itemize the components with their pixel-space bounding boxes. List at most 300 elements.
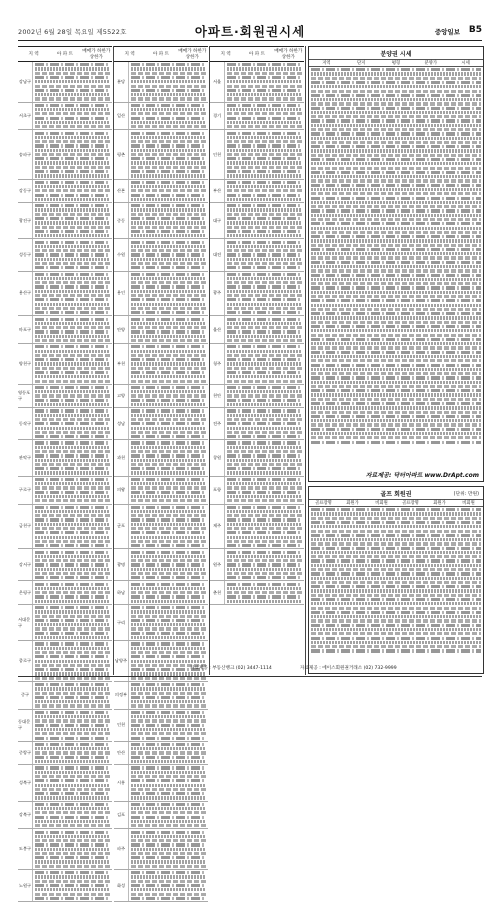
table-row xyxy=(131,136,206,139)
table-row xyxy=(311,77,481,80)
table-row xyxy=(131,583,206,586)
table-row xyxy=(131,298,206,301)
table-row xyxy=(131,559,206,562)
table-row xyxy=(35,518,110,521)
table-row xyxy=(131,117,206,120)
table-row xyxy=(35,852,110,855)
table-row xyxy=(35,399,110,402)
table-row xyxy=(227,380,302,383)
table-row xyxy=(227,144,302,147)
table-row xyxy=(227,221,302,224)
table-row xyxy=(311,577,481,580)
table-row xyxy=(35,318,110,321)
table-row xyxy=(227,371,302,374)
table-row xyxy=(131,756,206,759)
table-row xyxy=(131,807,206,810)
table-row xyxy=(311,436,481,439)
table-row xyxy=(131,655,206,658)
table-row xyxy=(35,865,110,868)
table-row xyxy=(227,527,302,530)
table-row xyxy=(131,563,206,566)
table-row xyxy=(311,637,481,640)
table-row xyxy=(131,189,206,192)
table-row xyxy=(131,403,206,406)
table-row xyxy=(35,595,110,598)
table-row xyxy=(35,441,110,444)
table-row xyxy=(227,311,302,314)
table-row xyxy=(227,418,302,421)
region-label: 용인 xyxy=(114,272,129,316)
region-group xyxy=(210,203,304,239)
table-row xyxy=(227,258,302,261)
table-row xyxy=(227,273,302,276)
footer-source-left: 자료제공 : 부동산뱅크 (02) 3447-1114 xyxy=(190,666,272,671)
table-row xyxy=(131,540,206,543)
table-row xyxy=(35,482,110,485)
table-row xyxy=(227,422,302,425)
table-row xyxy=(311,419,481,422)
table-row xyxy=(131,422,206,425)
presale-price-box xyxy=(308,46,484,482)
table-row xyxy=(311,132,481,135)
table-row xyxy=(311,512,481,515)
region-group xyxy=(18,829,112,870)
table-row xyxy=(131,431,206,434)
table-row xyxy=(131,478,206,481)
table-row xyxy=(131,482,206,485)
table-row xyxy=(311,632,481,635)
table-row xyxy=(35,339,110,342)
region-label: 종로구 xyxy=(18,641,33,681)
table-row xyxy=(131,418,206,421)
table-row xyxy=(311,312,481,315)
table-row xyxy=(227,326,302,329)
region-group xyxy=(210,505,304,550)
table-row xyxy=(227,600,302,603)
table-row xyxy=(227,399,302,402)
table-row xyxy=(35,875,110,878)
table-row xyxy=(131,897,206,900)
region-group xyxy=(114,870,208,902)
table-row xyxy=(227,471,302,474)
table-row xyxy=(35,362,110,365)
table-row xyxy=(35,140,110,143)
table-row xyxy=(131,835,206,838)
table-row xyxy=(131,737,206,740)
table-row xyxy=(227,85,302,88)
table-row xyxy=(131,245,206,248)
table-row xyxy=(131,311,206,314)
table-row xyxy=(131,719,206,722)
page-number: B5 xyxy=(468,25,482,35)
table-row xyxy=(227,486,302,489)
table-row xyxy=(35,583,110,586)
table-row xyxy=(311,346,481,349)
region-group xyxy=(114,239,208,271)
table-row xyxy=(311,521,481,524)
table-row xyxy=(311,525,481,528)
table-row xyxy=(311,589,481,592)
table-row xyxy=(227,587,302,590)
table-row xyxy=(35,478,110,481)
table-row xyxy=(35,63,110,66)
table-row xyxy=(35,491,110,494)
table-row xyxy=(35,751,110,754)
table-row xyxy=(311,179,481,182)
table-row xyxy=(35,213,110,216)
table-row xyxy=(131,632,206,635)
table-row xyxy=(227,536,302,539)
table-row xyxy=(311,222,481,225)
table-row xyxy=(131,380,206,383)
table-row xyxy=(227,194,302,197)
region-label: 하남 xyxy=(114,581,129,604)
table-row xyxy=(311,441,481,444)
region-group xyxy=(18,103,112,131)
table-row xyxy=(131,486,206,489)
table-row xyxy=(35,728,110,731)
region-group xyxy=(18,742,112,766)
table-row xyxy=(131,157,206,160)
table-row xyxy=(35,117,110,120)
table-row xyxy=(311,542,481,545)
table-row xyxy=(311,376,481,379)
table-row xyxy=(227,204,302,207)
table-row xyxy=(35,166,110,169)
table-row xyxy=(35,427,110,430)
region-group xyxy=(114,802,208,830)
table-row xyxy=(131,335,206,338)
table-row xyxy=(35,125,110,128)
table-row xyxy=(35,544,110,547)
table-row xyxy=(131,591,206,594)
region-group xyxy=(114,605,208,641)
region-label: 강동구 xyxy=(18,180,33,203)
table-row xyxy=(311,385,481,388)
table-row xyxy=(35,108,110,111)
table-row xyxy=(35,221,110,224)
table-row xyxy=(311,359,481,362)
table-row xyxy=(131,824,206,827)
table-row xyxy=(227,491,302,494)
region-group xyxy=(114,344,208,385)
region-label: 구리 xyxy=(114,605,129,640)
table-row xyxy=(227,249,302,252)
table-row xyxy=(227,345,302,348)
table-row xyxy=(227,170,302,173)
table-row xyxy=(35,760,110,763)
table-row xyxy=(131,852,206,855)
table-row xyxy=(227,281,302,284)
region-label: 춘천 xyxy=(210,581,225,604)
table-row xyxy=(131,262,206,265)
table-row xyxy=(35,636,110,639)
table-row xyxy=(35,144,110,147)
table-row xyxy=(35,266,110,269)
table-row xyxy=(131,174,206,177)
table-row xyxy=(35,322,110,325)
table-row xyxy=(131,198,206,201)
table-row xyxy=(131,354,206,357)
table-row xyxy=(131,358,206,361)
table-row xyxy=(131,241,206,244)
table-row xyxy=(311,334,481,337)
table-row xyxy=(227,226,302,229)
region-group xyxy=(210,408,304,440)
table-row xyxy=(131,112,206,115)
table-row xyxy=(131,435,206,438)
region-group xyxy=(210,180,304,204)
table-row xyxy=(311,94,481,97)
region-label: 수원 xyxy=(114,239,129,270)
region-group xyxy=(210,581,304,605)
table-row xyxy=(131,213,206,216)
table-row xyxy=(35,719,110,722)
region-label: 산본 xyxy=(114,180,129,203)
table-row xyxy=(311,308,481,311)
region-label: 영등포구 xyxy=(18,385,33,408)
table-row xyxy=(227,568,302,571)
table-row xyxy=(311,111,481,114)
table-row xyxy=(227,514,302,517)
listing-column-1 xyxy=(18,46,112,888)
table-row xyxy=(311,538,481,541)
page-title: 아파트·회원권시세 xyxy=(194,24,306,39)
table-row xyxy=(131,281,206,284)
table-row xyxy=(131,93,206,96)
table-row xyxy=(311,175,481,178)
table-row xyxy=(227,241,302,244)
table-row xyxy=(35,523,110,526)
region-group xyxy=(18,239,112,271)
table-row xyxy=(35,572,110,575)
table-row xyxy=(35,181,110,184)
table-row xyxy=(131,888,206,891)
table-row xyxy=(35,683,110,686)
table-row xyxy=(131,161,206,164)
region-group xyxy=(18,505,112,550)
table-row xyxy=(131,514,206,517)
table-row xyxy=(131,687,206,690)
table-row xyxy=(227,467,302,470)
table-row xyxy=(311,197,481,200)
region-label: 시흥 xyxy=(114,765,129,800)
table-row xyxy=(227,253,302,256)
region-group xyxy=(114,130,208,179)
table-row xyxy=(131,642,206,645)
table-row xyxy=(131,555,206,558)
table-row xyxy=(35,136,110,139)
column-header: 지 역 아 파 트 매매가 하한가 상한가 xyxy=(114,46,208,62)
table-row xyxy=(35,587,110,590)
table-row xyxy=(311,252,481,255)
region-label: 부산 xyxy=(210,180,225,203)
table-row xyxy=(311,649,481,652)
region-group xyxy=(18,440,112,476)
table-row xyxy=(131,775,206,778)
table-row xyxy=(131,788,206,791)
region-label: 인천 xyxy=(210,130,225,178)
table-row xyxy=(311,321,481,324)
table-row xyxy=(227,551,302,554)
table-row xyxy=(35,174,110,177)
table-row xyxy=(227,435,302,438)
table-row xyxy=(35,76,110,79)
table-row xyxy=(35,459,110,462)
table-row xyxy=(227,93,302,96)
region-label: 동대문구 xyxy=(18,710,33,741)
region-group xyxy=(210,316,304,344)
table-row xyxy=(227,153,302,156)
table-row xyxy=(35,170,110,173)
table-row xyxy=(131,704,206,707)
table-row xyxy=(311,594,481,597)
region-label: 파주 xyxy=(114,829,129,869)
table-row xyxy=(311,137,481,140)
table-row xyxy=(131,848,206,851)
table-row xyxy=(35,660,110,663)
region-group xyxy=(18,802,112,830)
region-group xyxy=(114,549,208,581)
table-row xyxy=(311,368,481,371)
region-label: 군포 xyxy=(114,505,129,549)
region-group xyxy=(18,477,112,505)
region-label: 인천 xyxy=(114,710,129,741)
table-row xyxy=(131,140,206,143)
table-row xyxy=(311,218,481,221)
table-row xyxy=(131,450,206,453)
table-row xyxy=(35,495,110,498)
table-row xyxy=(131,277,206,280)
table-row xyxy=(35,893,110,896)
table-row xyxy=(35,576,110,579)
table-row xyxy=(227,112,302,115)
table-row xyxy=(227,298,302,301)
table-row xyxy=(35,330,110,333)
table-row xyxy=(227,386,302,389)
table-row xyxy=(35,816,110,819)
table-row xyxy=(131,97,206,100)
table-row xyxy=(35,409,110,412)
table-row xyxy=(131,459,206,462)
table-row xyxy=(35,788,110,791)
region-group xyxy=(210,385,304,409)
table-row xyxy=(131,166,206,169)
table-row xyxy=(227,217,302,220)
table-row xyxy=(227,189,302,192)
table-row xyxy=(131,595,206,598)
table-row xyxy=(35,843,110,846)
table-row xyxy=(227,506,302,509)
table-row xyxy=(35,664,110,667)
column-header: 지 역 아 파 트 매매가 하한가 상한가 xyxy=(210,46,304,62)
table-row xyxy=(35,471,110,474)
table-row xyxy=(311,415,481,418)
table-row xyxy=(35,655,110,658)
table-row xyxy=(35,285,110,288)
table-row xyxy=(35,540,110,543)
table-row xyxy=(311,248,481,251)
table-row xyxy=(227,335,302,338)
region-label: 분당 xyxy=(114,62,129,102)
footer-source-right: 자료제공 : 에이스회원권거래소 (02) 732-9999 xyxy=(300,666,397,671)
table-row xyxy=(311,90,481,93)
table-row xyxy=(311,547,481,550)
region-label: 성북구 xyxy=(18,765,33,800)
table-row xyxy=(131,104,206,107)
region-label: 중구 xyxy=(18,682,33,709)
region-group xyxy=(210,130,304,179)
table-row xyxy=(35,779,110,782)
table-row xyxy=(35,230,110,233)
table-row xyxy=(35,807,110,810)
table-row xyxy=(311,602,481,605)
table-row xyxy=(35,803,110,806)
table-row xyxy=(227,245,302,248)
region-label: 화성 xyxy=(114,870,129,901)
table-row xyxy=(131,871,206,874)
table-row xyxy=(227,431,302,434)
region-label: 서대문구 xyxy=(18,605,33,640)
table-row xyxy=(131,170,206,173)
table-row xyxy=(131,610,206,613)
table-row xyxy=(227,322,302,325)
table-row xyxy=(131,568,206,571)
table-row xyxy=(227,132,302,135)
table-row xyxy=(35,860,110,863)
table-row xyxy=(227,67,302,70)
table-row xyxy=(311,329,481,332)
table-row xyxy=(311,115,481,118)
table-row xyxy=(131,390,206,393)
table-row xyxy=(131,893,206,896)
table-row xyxy=(35,350,110,353)
table-row xyxy=(35,499,110,502)
table-row xyxy=(131,576,206,579)
region-group xyxy=(210,239,304,271)
region-group xyxy=(18,62,112,103)
table-row xyxy=(35,375,110,378)
table-row xyxy=(227,540,302,543)
table-row xyxy=(131,715,206,718)
table-row xyxy=(35,732,110,735)
table-row xyxy=(227,362,302,365)
table-row xyxy=(35,93,110,96)
table-row xyxy=(131,796,206,799)
table-row xyxy=(227,390,302,393)
table-row xyxy=(131,651,206,654)
region-label: 구로구 xyxy=(18,477,33,504)
table-row xyxy=(131,194,206,197)
table-row xyxy=(35,668,110,671)
table-row xyxy=(35,747,110,750)
table-row xyxy=(35,559,110,562)
table-row xyxy=(131,454,206,457)
table-row xyxy=(131,523,206,526)
region-group xyxy=(114,272,208,317)
region-group xyxy=(114,682,208,710)
table-row xyxy=(227,318,302,321)
table-row xyxy=(131,660,206,663)
table-row xyxy=(311,628,481,631)
table-row xyxy=(131,427,206,430)
region-label: 의왕 xyxy=(114,477,129,504)
region-group xyxy=(114,742,208,766)
table-row xyxy=(35,880,110,883)
table-row xyxy=(35,506,110,509)
table-row xyxy=(131,771,206,774)
page-header xyxy=(18,22,482,41)
